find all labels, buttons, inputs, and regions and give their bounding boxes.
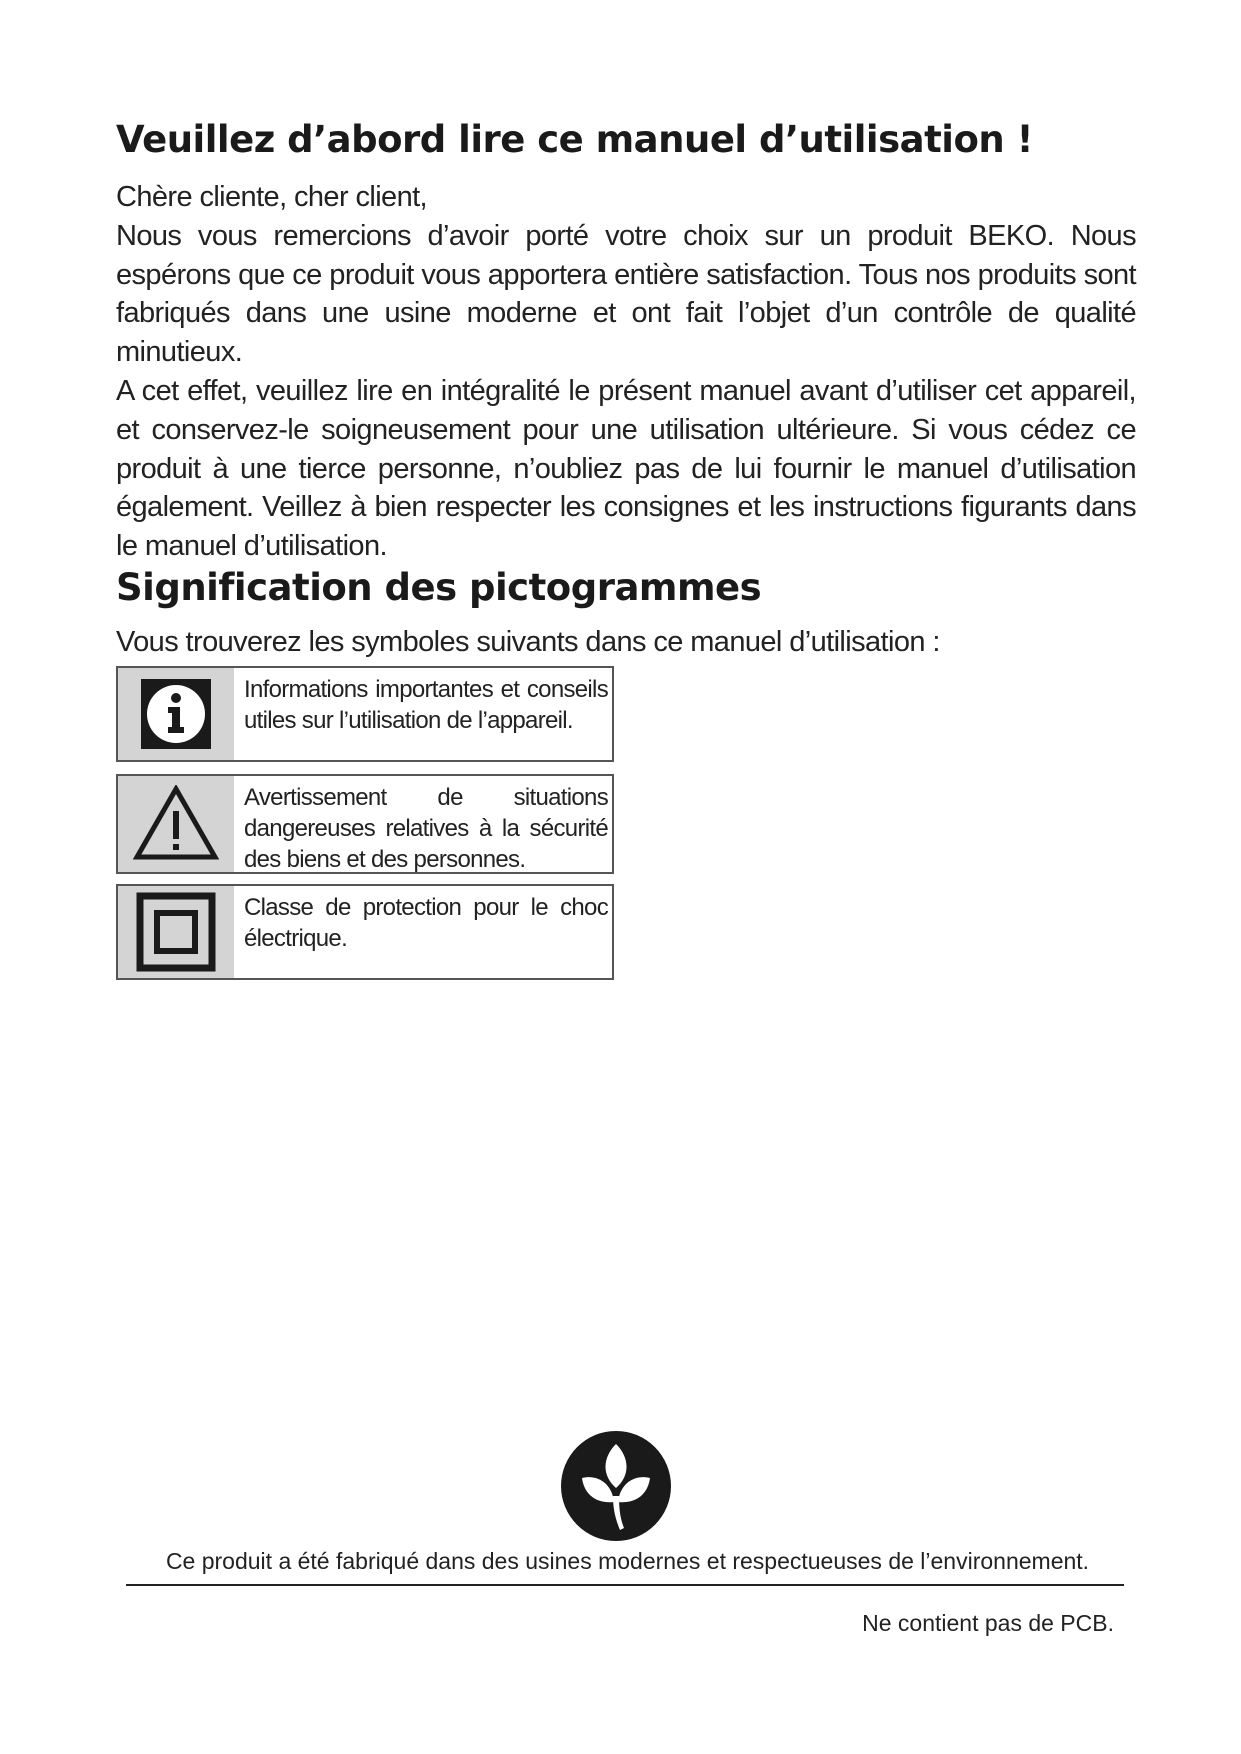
intro-greeting: Chère cliente, cher client, [116,181,428,213]
pictogram-warning-text: Avertissement de situations dangereuses relatives à la sécurité des biens et des personnes. [244,784,608,873]
class-ii-protection-icon [136,892,216,972]
leaf-icon [560,1430,672,1542]
pictogram-icon-cell [118,668,234,760]
pictogram-info-text: Informations importantes et conseils utiles sur l’utilisation de l’appareil. [244,676,608,734]
info-icon [141,679,211,749]
pictogram-icon-cell [118,776,234,872]
pictogram-protection-text: Classe de protection pour le choc électrique. [244,894,608,952]
divider [126,1584,1124,1586]
pictogram-info-box [116,666,614,762]
intro-paragraph-1: Nous vous remercions d’avoir porté votre choix sur un produit BEKO. Nous espérons que ce produit vous apportera entière satisfaction. Tous nos produits sont fabriqués dans une usine moderne et ont fait l’objet d’un contrôle de qualité minutieux. [116,219,1136,369]
intro-paragraph-2: A cet effet, veuillez lire en intégralité le présent manuel avant d’utiliser cet appareil, et conservez-le soigneusement pour une utilisation ultérieure. Si vous cédez ce produit à une tierce personne, n’oubliez pas de lui fournir le manuel d’utilisation également. Veillez à bien respecter les consignes et les instructions figurants dans le manuel d’utilisation. [116,374,1136,563]
pictogram-protection-box [116,884,614,980]
eco-statement: Ce produit a été fabriqué dans des usines modernes et respectueuses de l’environnement. [165,1548,1090,1574]
pictograms-intro: Vous trouverez les symboles suivants dans ce manuel d’utilisation : [116,626,940,658]
pictogram-warning-box [116,774,614,874]
intro-text [116,178,1136,566]
pictograms-heading: Signification des pictogrammes [116,566,762,609]
warning-icon [133,785,219,863]
pictogram-icon-cell [118,886,234,978]
main-heading: Veuillez d’abord lire ce manuel d’utilisation ! [116,118,1033,161]
pcb-statement: Ne contient pas de PCB. [862,1610,1114,1636]
